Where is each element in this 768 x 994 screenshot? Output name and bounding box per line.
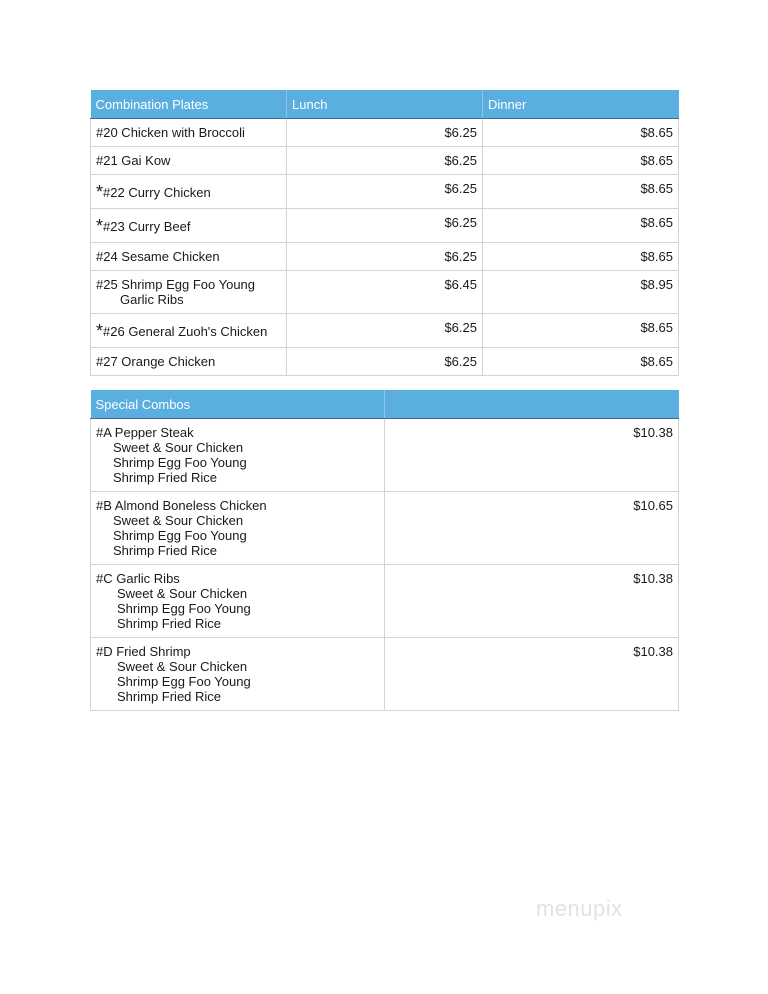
table-row (91, 175, 679, 209)
item-name-text: #27 Orange Chicken (96, 354, 216, 369)
item-name (91, 348, 287, 376)
table-row (91, 147, 679, 175)
dinner-price: $8.65 (483, 243, 679, 271)
combination-header-lunch: Lunch (287, 90, 483, 119)
dinner-price: $8.65 (483, 314, 679, 348)
combo-sub-item: Shrimp Egg Foo Young (113, 528, 247, 543)
star-marker: * (96, 182, 104, 202)
lunch-price: $6.25 (287, 175, 483, 209)
combo-sub-item: Shrimp Fried Rice (113, 543, 218, 558)
combo-sub-item: Shrimp Fried Rice (113, 470, 218, 485)
combination-plates-table (90, 90, 679, 376)
item-name (91, 314, 287, 348)
combo-sub-item: Shrimp Fried Rice (117, 616, 222, 631)
combo-sub-item: Sweet & Sour Chicken (113, 513, 244, 528)
special-header-item: Special Combos (91, 390, 385, 419)
watermark-logo: menupix (536, 896, 623, 921)
item-sub-line: Garlic Ribs (120, 292, 184, 307)
item-name (91, 243, 287, 271)
item-name-text: #26 General Zuoh's Chicken (103, 324, 268, 339)
special-header-row (91, 390, 679, 419)
combo-name: #D Fried Shrimp (96, 644, 191, 659)
table-row (91, 243, 679, 271)
combo-sub-item: Sweet & Sour Chicken (117, 586, 248, 601)
dinner-price: $8.65 (483, 209, 679, 243)
lunch-price: $6.25 (287, 147, 483, 175)
item-name-text: #21 Gai Kow (96, 153, 171, 168)
star-marker: * (96, 321, 104, 341)
lunch-price: $6.25 (287, 243, 483, 271)
item-name (91, 119, 287, 147)
combo-sub-item: Shrimp Fried Rice (117, 689, 222, 704)
special-header-price (385, 390, 679, 419)
item-name (91, 271, 287, 314)
combo-sub-item: Shrimp Egg Foo Young (117, 674, 251, 689)
combo-items (91, 492, 385, 565)
combo-sub-item: Sweet & Sour Chicken (117, 659, 248, 674)
table-row (91, 314, 679, 348)
item-name (91, 147, 287, 175)
item-name-text: #20 Chicken with Broccoli (96, 125, 245, 140)
table-row (91, 209, 679, 243)
combo-name: #A Pepper Steak (96, 425, 194, 440)
dinner-price: $8.95 (483, 271, 679, 314)
combo-price: $10.38 (385, 419, 679, 492)
table-row (91, 419, 679, 492)
lunch-price: $6.45 (287, 271, 483, 314)
lunch-price: $6.25 (287, 209, 483, 243)
item-name-text: #25 Shrimp Egg Foo Young (96, 277, 256, 292)
dinner-price: $8.65 (483, 175, 679, 209)
table-row (91, 638, 679, 711)
item-name-text: #23 Curry Beef (103, 219, 191, 234)
table-row (91, 348, 679, 376)
combination-header-item: Combination Plates (91, 90, 287, 119)
special-combos-table (90, 390, 679, 711)
combo-items (91, 419, 385, 492)
combo-sub-item: Sweet & Sour Chicken (113, 440, 244, 455)
dinner-price: $8.65 (483, 348, 679, 376)
combo-name: #B Almond Boneless Chicken (96, 498, 267, 513)
item-name (91, 209, 287, 243)
item-name-text: #22 Curry Chicken (103, 185, 211, 200)
item-name-text: #24 Sesame Chicken (96, 249, 220, 264)
table-row (91, 565, 679, 638)
lunch-price: $6.25 (287, 348, 483, 376)
combo-items (91, 638, 385, 711)
combo-price: $10.38 (385, 565, 679, 638)
combo-sub-item: Shrimp Egg Foo Young (113, 455, 247, 470)
dinner-price: $8.65 (483, 119, 679, 147)
table-row (91, 492, 679, 565)
lunch-price: $6.25 (287, 119, 483, 147)
combination-header-dinner: Dinner (483, 90, 679, 119)
combination-header-row (91, 90, 679, 119)
item-name (91, 175, 287, 209)
combo-items (91, 565, 385, 638)
table-row (91, 119, 679, 147)
lunch-price: $6.25 (287, 314, 483, 348)
table-row (91, 271, 679, 314)
combo-price: $10.38 (385, 638, 679, 711)
star-marker: * (96, 216, 104, 236)
combo-name: #C Garlic Ribs (96, 571, 180, 586)
dinner-price: $8.65 (483, 147, 679, 175)
combo-sub-item: Shrimp Egg Foo Young (117, 601, 251, 616)
combo-price: $10.65 (385, 492, 679, 565)
